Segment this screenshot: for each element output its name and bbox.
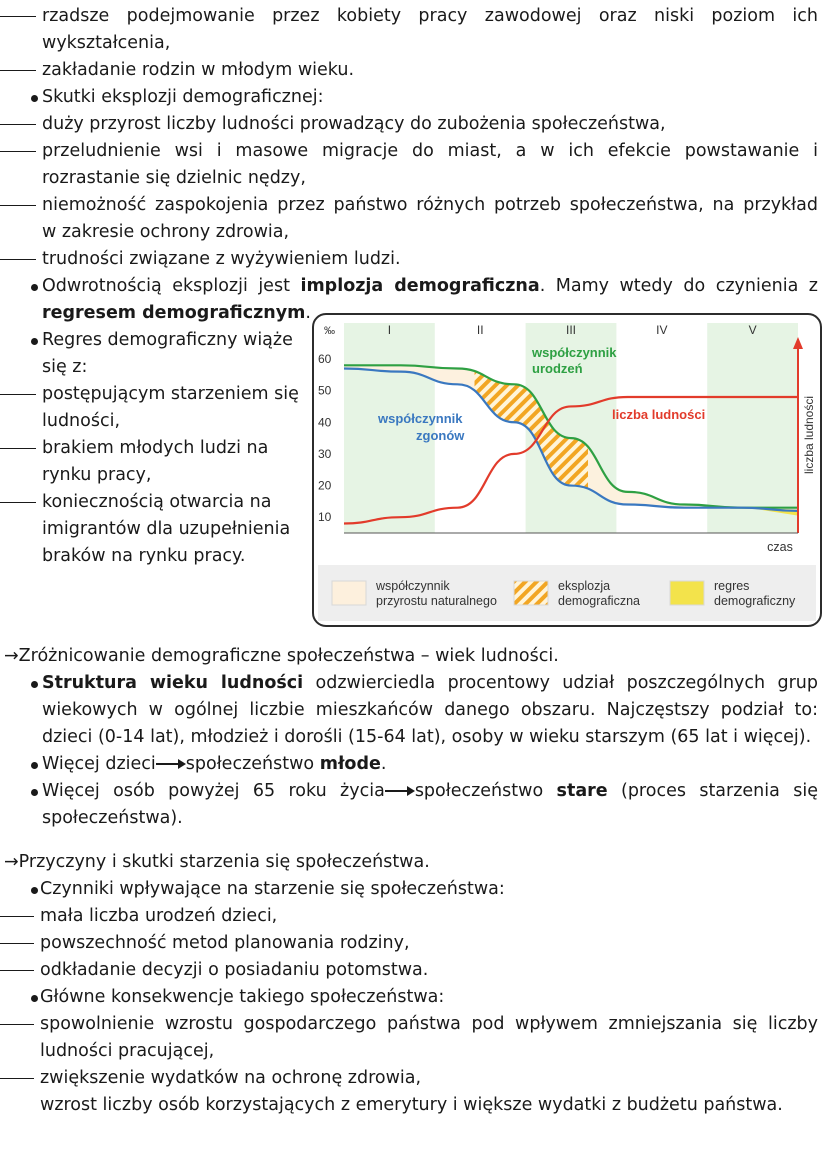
text-line: społeczeństwa). <box>42 808 183 828</box>
text-line: trudności związane z wyżywieniem ludzi. <box>42 249 401 269</box>
y-tick-label: 40 <box>318 415 332 430</box>
arrow-icon <box>385 786 415 796</box>
dash <box>0 943 34 944</box>
dash <box>0 1078 34 1079</box>
series-label: współczynnik <box>378 411 463 426</box>
dash <box>0 970 34 971</box>
legend-swatch <box>332 581 366 605</box>
y-tick-label: 60 <box>318 352 332 366</box>
text-line: Struktura wieku ludności odzwierciedla procentowy udział poszczególnych grup <box>42 673 818 693</box>
text-line: Główne konsekwencje takiego społeczeństwa: <box>40 987 445 1007</box>
dash <box>0 124 36 125</box>
arrow-icon <box>156 759 186 769</box>
phase-label: II <box>476 323 484 337</box>
bullet-dot <box>31 338 38 345</box>
text-line: ludności pracującej, <box>40 1041 215 1061</box>
text-line: rozrastanie się dzielnic nędzy, <box>42 168 306 188</box>
right-axis-label: liczba ludności <box>802 395 816 475</box>
dash <box>0 259 36 260</box>
text-line: Odwrotnością eksplozji jest implozja demograficzna. Mamy wtedy do czynienia z <box>42 276 818 296</box>
y-tick-label: 20 <box>318 478 332 493</box>
phase-label: I <box>387 323 392 337</box>
text-line: przeludnienie wsi i masowe migracje do miast, a w ich efekcie powstawanie i <box>42 141 818 161</box>
dash <box>0 502 36 503</box>
bullet-dot <box>31 681 38 688</box>
text-line: wykształcenia, <box>42 33 171 53</box>
series-label: współczynnik <box>532 345 617 360</box>
legend-label: demograficzna <box>558 594 640 608</box>
section-heading: →Zróżnicowanie demograficzne społeczeństwa – wiek ludności. <box>4 646 559 666</box>
series-label: zgonów <box>416 428 465 443</box>
dash <box>0 16 36 17</box>
text-line: Skutki eksplozji demograficznej: <box>42 87 324 107</box>
dash <box>0 394 36 395</box>
legend-label: współczynnik <box>376 579 450 593</box>
legend-swatch <box>670 581 704 605</box>
legend-background <box>318 565 816 621</box>
text-line: spowolnienie wzrostu gospodarczego państwa pod wpływem zmniejszania się liczby <box>40 1014 818 1034</box>
y-unit-label: ‰ <box>324 325 335 337</box>
bullet-dot <box>31 95 38 102</box>
dash <box>0 1024 34 1025</box>
phase-label: IV <box>656 323 668 337</box>
section-heading: →Przyczyny i skutki starzenia się społeczeństwa. <box>4 852 430 872</box>
text-line: koniecznością otwarcia na <box>42 492 272 512</box>
dash <box>0 151 36 152</box>
text-line: braków na rynku pracy. <box>42 546 246 566</box>
bullet-dot <box>31 995 38 1002</box>
text-line: zakładanie rodzin w młodym wieku. <box>42 60 355 80</box>
bullet-dot <box>31 284 38 291</box>
text-line: postępującym starzeniem się <box>42 384 299 404</box>
bullet-dot <box>31 789 38 796</box>
dash <box>0 916 34 917</box>
dash <box>0 205 36 206</box>
text-line: wiekowych w ogólnej liczbie mieszkańców danego obszaru. Najczęstszy podział to: <box>42 700 818 720</box>
y-tick-label: 30 <box>318 446 332 461</box>
dash <box>0 448 36 449</box>
text-line: Więcej osób powyżej 65 roku życia społeczeństwo stare (proces starzenia się <box>42 781 818 801</box>
text-line: odkładanie decyzji o posiadaniu potomstwa. <box>40 960 429 980</box>
y-tick-label: 10 <box>318 510 332 525</box>
series-label: urodzeń <box>532 361 583 376</box>
text-line: zwiększenie wydatków na ochronę zdrowia, <box>40 1068 422 1088</box>
text-line: rynku pracy, <box>42 465 152 485</box>
phase-label: III <box>565 323 577 337</box>
demographic-transition-figure <box>312 313 822 627</box>
phase-label: V <box>748 323 757 337</box>
text-line: brakiem młodych ludzi na <box>42 438 269 458</box>
dash <box>0 70 36 71</box>
text-line: w zakresie ochrony zdrowia, <box>42 222 290 242</box>
text-line: niemożność zaspokojenia przez państwo różnych potrzeb społeczeństwa, na przykład <box>42 195 818 215</box>
text-line: duży przyrost liczby ludności prowadzący do zubożenia społeczeństwa, <box>42 114 666 134</box>
text-line: rzadsze podejmowanie przez kobiety pracy zawodowej oraz niski poziom ich <box>42 6 818 26</box>
text-line: wzrost liczby osób korzystających z emerytury i większe wydatki z budżetu państwa. <box>40 1095 783 1115</box>
text-line: regresem demograficznym. <box>42 303 311 323</box>
legend-label: regres <box>714 579 750 593</box>
legend-label: eksplozja <box>558 579 611 593</box>
legend-label: przyrostu naturalnego <box>376 594 497 608</box>
text-line: dzieci (0-14 lat), młodzież i dorośli (15-64 lat), osoby w wieku starszym (65 lat i więcej). <box>42 727 812 747</box>
demographic-transition-chart <box>314 315 820 625</box>
phase-band <box>707 323 798 533</box>
y-tick-label: 50 <box>318 383 332 398</box>
legend-label: demograficzny <box>714 594 796 608</box>
text-line: Regres demograficzny wiąże <box>42 330 293 350</box>
text-line: się z: <box>42 357 88 377</box>
legend-swatch <box>514 581 548 605</box>
text-line: imigrantów dla uzupełnienia <box>42 519 291 539</box>
x-axis-label: czas <box>767 540 793 554</box>
text-line: mała liczba urodzeń dzieci, <box>40 906 278 926</box>
text-line: Więcej dzieci społeczeństwo młode. <box>42 754 387 774</box>
text-line: Czynniki wpływające na starzenie się społeczeństwa: <box>40 879 505 899</box>
text-line: ludności, <box>42 411 121 431</box>
series-label: liczba ludności <box>612 407 706 422</box>
bullet-dot <box>31 762 38 769</box>
bullet-dot <box>31 887 38 894</box>
text-line: powszechność metod planowania rodziny, <box>40 933 410 953</box>
